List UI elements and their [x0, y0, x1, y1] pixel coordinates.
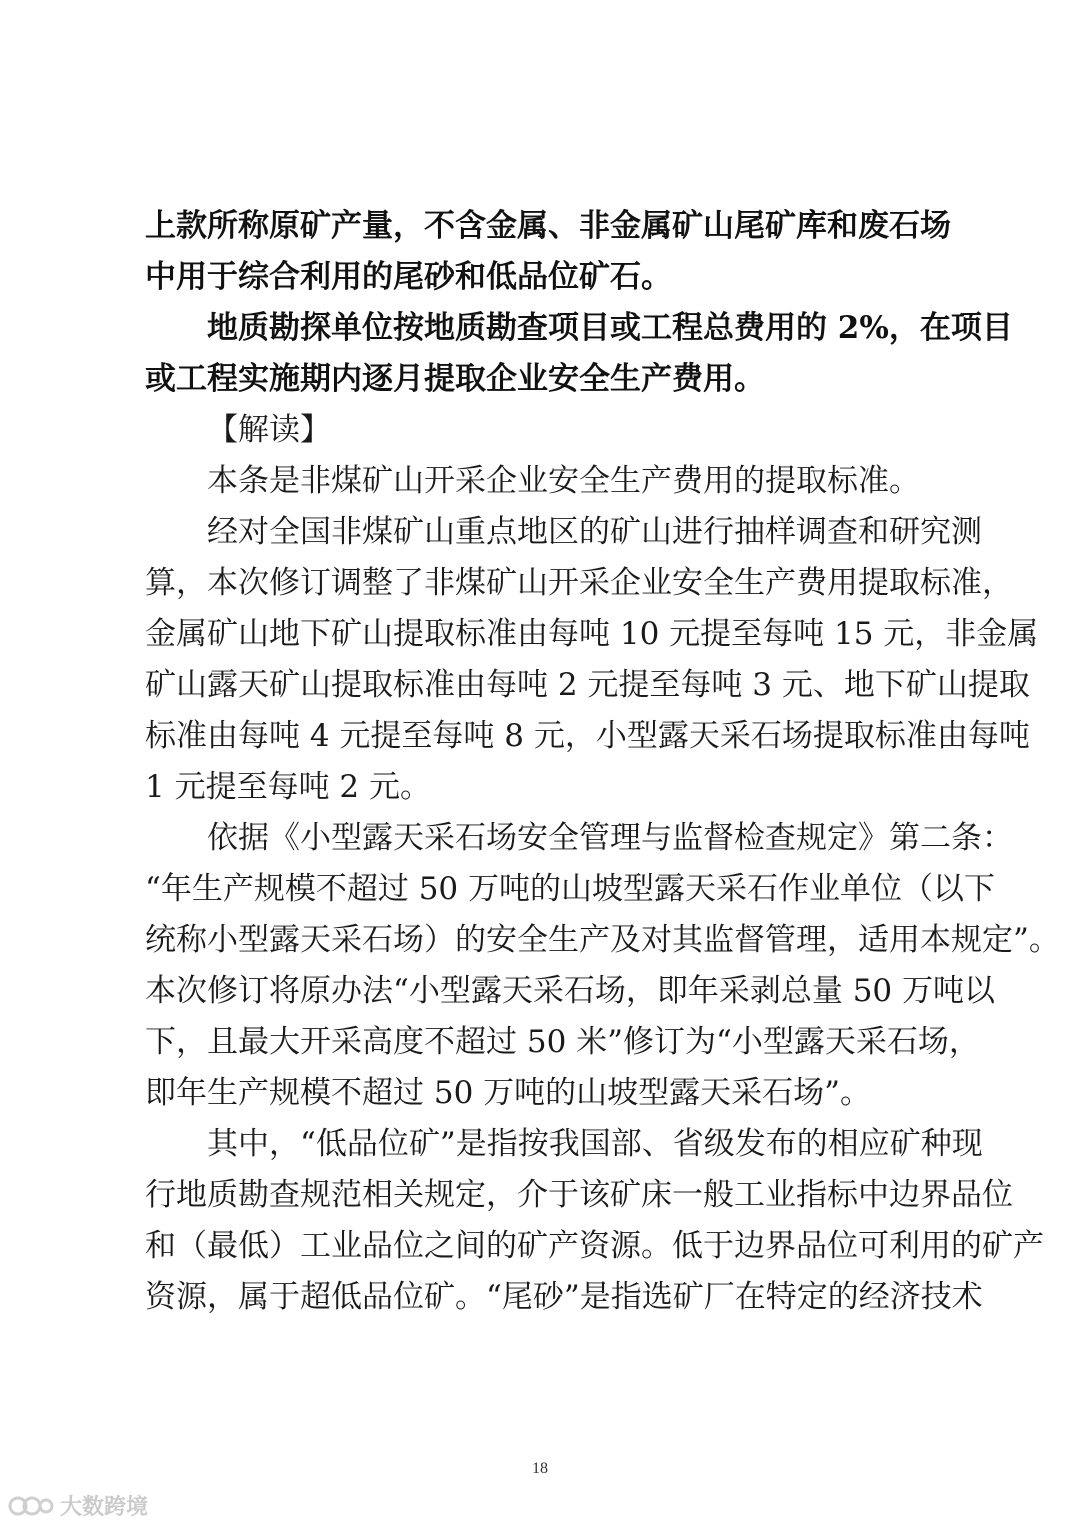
text-line: 依据《小型露天采石场安全管理与监督检查规定》第二条： [207, 820, 1013, 856]
text-line: 即年生产规模不超过 50 万吨的山坡型露天采石场”。 [145, 1075, 872, 1111]
watermark [8, 1490, 148, 1520]
text-line: 其中，“低品位矿”是指按我国部、省级发布的相应矿种现 [207, 1126, 983, 1162]
section-heading: 【解读】 [207, 412, 331, 448]
text-line: 金属矿山地下矿山提取标准由每吨 10 元提至每吨 15 元，非金属 [145, 616, 1039, 652]
text-line: 算，本次修订调整了非煤矿山开采企业安全生产费用提取标准， [145, 565, 1013, 601]
logo-icon [8, 1492, 54, 1518]
text-line: 本条是非煤矿山开采企业安全生产费用的提取标准。 [207, 463, 920, 499]
text-line: 或工程实施期内逐月提取企业安全生产费用。 [145, 361, 765, 397]
watermark-text: 大数跨境 [60, 1494, 149, 1520]
text-line: “年生产规模不超过 50 万吨的山坡型露天采石作业单位（以下 [145, 871, 995, 907]
text-line: 下，且最大开采高度不超过 50 米”修订为“小型露天采石场， [145, 1024, 980, 1060]
text-line: 标准由每吨 4 元提至每吨 8 元，小型露天采石场提取标准由每吨 [145, 718, 1030, 754]
text-line: 上款所称原矿产量，不含金属、非金属矿山尾矿库和废石场 [145, 208, 951, 244]
text-line: 本次修订将原办法“小型露天采石场，即年采剥总量 50 万吨以 [145, 973, 995, 1009]
text-line: 矿山露天矿山提取标准由每吨 2 元提至每吨 3 元、地下矿山提取 [145, 667, 1030, 703]
text-line: 行地质勘查规范相关规定，介于该矿床一般工业指标中边界品位 [145, 1177, 1013, 1213]
text-line: 经对全国非煤矿山重点地区的矿山进行抽样调查和研究测 [207, 514, 982, 550]
text-line: 和（最低）工业品位之间的矿产资源。低于边界品位可利用的矿产 [145, 1228, 1044, 1264]
text-line: 1 元提至每吨 2 元。 [145, 769, 432, 805]
text-line: 中用于综合利用的尾砂和低品位矿石。 [145, 259, 672, 295]
page-number: 18 [532, 1460, 548, 1477]
text-line: 统称小型露天采石场）的安全生产及对其监督管理，适用本规定”。 [145, 922, 1060, 958]
text-line: 地质勘探单位按地质勘查项目或工程总费用的 2%，在项目 [207, 310, 1013, 346]
text-line: 资源，属于超低品位矿。“尾砂”是指选矿厂在特定的经济技术 [145, 1279, 983, 1315]
